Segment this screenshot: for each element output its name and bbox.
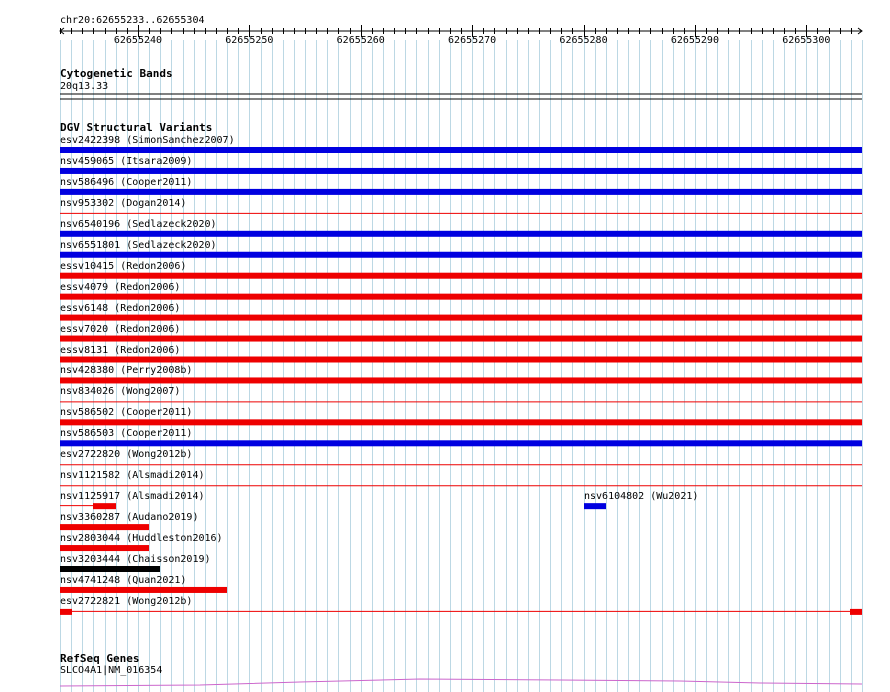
sv-label[interactable]: esv2722820 (Wong2012b)	[60, 449, 193, 461]
sv-label[interactable]: nsv586503 (Cooper2011)	[60, 428, 193, 440]
sv-label[interactable]: nsv6551801 (Sedlazeck2020)	[60, 239, 217, 251]
ruler-tick-label: 62655260	[336, 35, 385, 46]
sv-feature[interactable]	[60, 294, 862, 300]
sv-feature[interactable]	[60, 587, 227, 593]
sv-label[interactable]: nsv834026 (Wong2007)	[60, 386, 181, 398]
gene-label[interactable]: SLCO4A1|NM_016354	[60, 665, 163, 676]
sv-label[interactable]: nsv3360287 (Audano2019)	[60, 512, 199, 524]
ruler-tick-label: 62655250	[225, 35, 274, 46]
sv-feature[interactable]	[60, 524, 149, 530]
sv-label[interactable]: nsv1125917 (Alsmadi2014)	[60, 491, 205, 503]
sv-feature[interactable]	[60, 377, 862, 383]
sv-feature[interactable]	[60, 566, 160, 572]
refseq-track-title: RefSeq Genes	[60, 652, 140, 665]
sv-label[interactable]: essv4079 (Redon2006)	[60, 281, 181, 293]
dgv-track-title: DGV Structural Variants	[60, 121, 213, 134]
sv-feature-block[interactable]	[850, 609, 862, 615]
sv-feature[interactable]	[60, 273, 862, 279]
sv-label[interactable]: nsv953302 (Dogan2014)	[60, 197, 187, 209]
sv-feature[interactable]	[60, 419, 862, 425]
ruler-tick-label: 62655270	[448, 35, 497, 46]
sv-feature[interactable]	[60, 440, 862, 446]
sv-label[interactable]: esv2422398 (SimonSanchez2007)	[60, 135, 235, 146]
sv-feature[interactable]	[93, 503, 116, 509]
sv-feature[interactable]	[60, 545, 149, 551]
sv-label[interactable]: essv6148 (Redon2006)	[60, 302, 181, 314]
sv-label[interactable]: nsv586496 (Cooper2011)	[60, 176, 193, 188]
sv-label[interactable]: nsv459065 (Itsara2009)	[60, 155, 193, 167]
sv-feature[interactable]	[60, 189, 862, 195]
sv-feature[interactable]	[60, 231, 862, 237]
ruler-tick-label: 62655280	[559, 35, 608, 46]
sv-label[interactable]: esv2722821 (Wong2012b)	[60, 595, 193, 607]
sv-feature-block[interactable]	[60, 609, 72, 615]
sv-feature[interactable]	[60, 252, 862, 258]
sv-label[interactable]: nsv586502 (Cooper2011)	[60, 407, 193, 419]
sv-label[interactable]: nsv2803044 (Huddleston2016)	[60, 533, 223, 545]
sv-label[interactable]: essv8131 (Redon2006)	[60, 344, 181, 356]
sv-label[interactable]: nsv6104802 (Wu2021)	[584, 491, 699, 503]
ruler-tick-label: 62655300	[782, 35, 831, 46]
sv-feature[interactable]	[60, 336, 862, 342]
ruler-tick-label: 62655290	[670, 35, 719, 46]
sv-label[interactable]: nsv428380 (Perry2008b)	[60, 365, 193, 377]
cytoband-label: 20q13.33	[60, 81, 109, 92]
sv-label[interactable]: nsv4741248 (Quan2021)	[60, 574, 187, 586]
sv-feature[interactable]	[60, 315, 862, 321]
sv-label[interactable]: nsv3203444 (Chaisson2019)	[60, 554, 211, 565]
sv-label[interactable]: essv10415 (Redon2006)	[60, 260, 187, 272]
sv-feature[interactable]	[60, 147, 862, 153]
sv-feature[interactable]	[60, 357, 862, 363]
sv-label[interactable]: essv7020 (Redon2006)	[60, 323, 181, 335]
cytoband-track-title: Cytogenetic Bands	[60, 67, 173, 80]
sv-label[interactable]: nsv1121582 (Alsmadi2014)	[60, 470, 205, 482]
sv-feature[interactable]	[60, 168, 862, 174]
sv-label[interactable]: nsv6540196 (Sedlazeck2020)	[60, 218, 217, 230]
ruler-location: chr20:62655233..62655304	[60, 15, 205, 26]
ruler-tick-label: 62655240	[113, 35, 163, 46]
sv-feature[interactable]	[584, 503, 606, 509]
